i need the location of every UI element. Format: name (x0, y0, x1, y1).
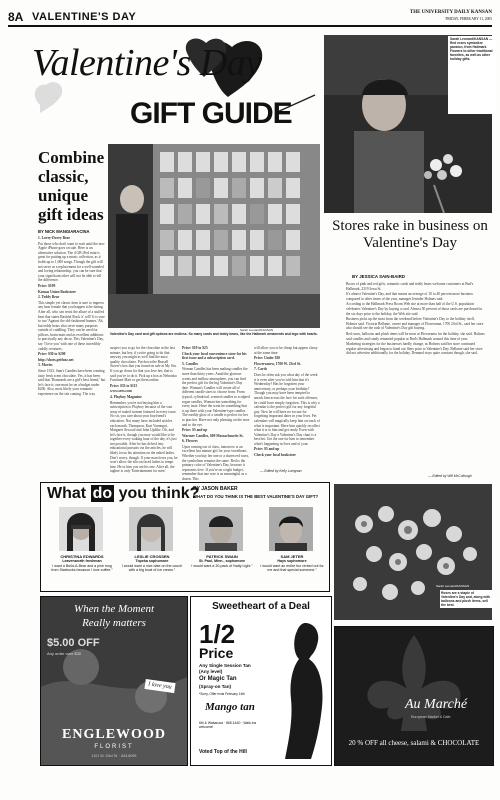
englewood-sub: FLORIST (94, 744, 134, 750)
sweetheart-price-word: Price (199, 645, 234, 661)
poll-name: LESLIE CROSSEN (134, 554, 170, 559)
col1-p3: Price: $199 (38, 283, 56, 288)
englewood-title-2: Really matters (82, 617, 146, 629)
poll-info: Topeka sophomore (135, 559, 169, 563)
issue-date: FRIDAY, FEBRUARY 11, 2005 (445, 17, 492, 21)
col3-p3: 5. Candles (182, 361, 198, 366)
col2-p2: Price: $33 to $115 (110, 383, 138, 388)
silhouette-illustration (275, 619, 331, 759)
poll-question: WHAT DO YOU THINK IS THE BEST VALENTINE'S DAY GIFT? (193, 494, 319, 499)
combine-article-col3 (182, 346, 250, 482)
section-name: VALENTINE'S DAY (32, 11, 137, 23)
florist-photo-caption: Sarah Leonard/KANSAN — Red roses symbolize passion, from Hallmark Flowers to other traditional favorites, as well as other holiday gifts. (448, 36, 496, 114)
stores-article-headline: Stores rake in business on Valentine's Day (332, 218, 488, 251)
col4-p5: Does he often ask you what day of the week it is even after you've told him that it's Wednesday? Has he forgotten your anniversary, or perhaps your birthday? Though you may have been tempted to smack him across the face for such offenses, he could have simply forgotten. This is why a calendar is the perfect gift for any forgetful guy. Now he will have no excuse for forgetting important dates in your lives. Pet calendars will magically keep him on track of what is important. Have him quickly recollect what it is to him and get ready. Even with Valentine's Day a Valentine's Day chart is a best bet. Get the one for him to remember what's happening in lives and of your. (254, 372, 320, 446)
col4-p2: Price: Under $20 (254, 356, 281, 361)
poll-quote: I would want a nice date on the couch with a big bowl of ice cream." (121, 564, 183, 573)
englewood-love-sign: I love you (144, 679, 175, 693)
col3-p6: Warmer Candles, 609 Massachusetts St. (182, 433, 244, 438)
combine-article-byline: BY NICK MANGIARACINA (38, 229, 90, 234)
masthead-gift-guide: GIFT GUIDE (130, 97, 292, 130)
englewood-ad (40, 596, 188, 766)
col1-p4: Kansas Union Bookstore (38, 289, 76, 294)
poll-heading (47, 485, 199, 503)
sweetheart-title: Sweetheart of a Deal (212, 601, 310, 612)
col1-p10: Since 1923, Sam's Candies have been creating tasty fresh scent chocolate. Yes, it has been said that 'Diamonds are a girl's best friend,' but let's face it: one must be on a budget under $200. Also, most likely your romantic experience on the site coming. The way (38, 369, 106, 396)
avatar (59, 507, 103, 551)
col4-p6: Price: $5 and up (254, 447, 280, 452)
combine-article-col2 (110, 346, 178, 476)
col3-p2: Check your local convenience store for his first issue and a subscription card. (182, 351, 247, 361)
page-header (8, 10, 492, 24)
col3-p5: Price: $5 and up (182, 428, 208, 433)
sweetheart-footer: Voted Top of the Hill (199, 749, 247, 755)
col1-p1: 1. Lovey-Dovey Bear (38, 236, 71, 240)
avatar (199, 507, 243, 551)
card-store-photo (108, 144, 320, 328)
englewood-title-1: When the Moment (73, 603, 155, 615)
col1-p6: This simple yet classic item is sure to impress any bear female that you happen to be dating. After all, who can resist the allure of a stuffed bear that states Bashful Rock 'n' roll? It is sure to cue 'Against the old-fashioned banner.' Ah, but teddy bears also serve many purposes outside of cuddling. They can be used for pillows, brain mats and as excellent additions to practically any decor. This Valentine's Day, say 'I love you' with one of these incredibly cuddly creatures. (38, 300, 105, 351)
poll-quote: I would want a 30-pack of Natty Light." (191, 564, 253, 568)
store-photo-caption: Valentine's Day card and gift options are endless. So many cards and teddy bears, like the Hallmark ornaments and lego with hearts. (110, 332, 318, 336)
stores-p6: Marketing strategies for the businesses hardly change, as Holmes said her store continued regular advertising and began to hand out fliers prior to Valentine's Day. Bellante said her store did not advertise additionally for the holiday. Demand stays quite constant though, she said. (346, 342, 483, 356)
col4-p4: 7. Cards (254, 367, 267, 372)
col2-p4: 4. Playboy Magazine (110, 394, 142, 399)
sweetheart-line4: (Spray-on Tan) (199, 684, 232, 689)
col1-p9: 3. Movies (38, 363, 53, 368)
col3-p4: Woman Candles has been making candles the more than thirty years. Amid the glorious scents and mellow atmosphere, you can find the perfect gift for the big Valentine's Day date. Woman's Candles will create all of different candle sizes to choose from. From typical, cylindrical, scented candles to sculpted rogue candles, Woman has something for every taste. Have the scent be something that is up there with your Valentine-type candles. The earthly glow of a candle is perfect for her to practice. Have not only pleasing on the nose and to the eye. (182, 367, 250, 427)
col2-p1: suspect you to go for the chocolate at the last minute, but hey, if you're going to do that anyway you might as well find the most quality chocolates. Put down the Russell Stover's box that you found on sale at My Sin. If you go down for that you love her, that is said you've to do it. Pick up a box at Nebraska Furniture Mart or get them online. (110, 346, 177, 383)
col1-p5: 2. Teddy Bear (38, 295, 60, 300)
poll-quote: I would want an entire fun rented out for me and that special someone." (260, 564, 324, 573)
poll-person-1 (49, 507, 115, 589)
englewood-name: ENGLEWOOD (62, 727, 166, 742)
poll-info: St. Paul, Minn., sophomore (198, 559, 246, 563)
englewood-offer: Any order over $30 (47, 651, 82, 656)
poll-name: SAM JETER (280, 554, 304, 559)
sweetheart-fraction: 1/2 (199, 619, 236, 649)
header-rule (8, 25, 492, 27)
col1-p8: http://shoes.petfuzz.net (38, 357, 74, 362)
poll-person-4 (259, 507, 325, 589)
sweetheart-line2: (Any level) (199, 669, 223, 674)
masthead-script-title: Valentine's Day (32, 42, 262, 84)
paper-name: THE UNIVERSITY DAILY KANSAN (409, 10, 492, 15)
poll-heading-think: you think? (118, 485, 200, 502)
sweetheart-line1: Any Single Session Tan (199, 663, 251, 668)
stores-p4: Business picks up the most from the weekend before Valentine's Day to the holiday itself, Holmes said. Victoria Bellante, owner and manager of Flowerama, 1700 23rd St., said her store also should see the rush of Valentine's Day gift buying. (346, 317, 484, 331)
stores-p1: Boxes of pink and red gifts, romantic cards and teddy bears welcome customers at Bud's Hallmark, 2319 Iowa St. (346, 282, 474, 291)
poll-person-2 (119, 507, 185, 589)
stores-p2: It's almost Valentine's Day, and that means an average of 10 to 40 percent more business compared to other times of the year, manager Jennifer Holmes said. (346, 292, 473, 301)
poll-heading-what: What (47, 485, 87, 502)
col3-p7: 6. Flowers (182, 439, 198, 444)
col2-p3: www.sees.com (110, 389, 132, 394)
au-marche-name: Au Marché (405, 697, 468, 712)
sweetheart-fine: *Sorry, Offer ends February 14th (199, 692, 245, 696)
store-photo-credit: Sarah Leonard/KANSAN (240, 328, 274, 332)
roses-photo-caption: Roses are a staple of Valentine's Day and, along with balloons and plush items, sell the best. (440, 590, 492, 608)
col4-p3: Flowersanew, 1700 W. 23rd St. (254, 361, 302, 366)
stores-edited-by: — Edited by Will McCullough (428, 474, 472, 478)
poll-info: Leavenworth freshman (62, 559, 102, 563)
poll-byline: BY JASON BAKER (193, 486, 238, 492)
avatar (269, 507, 313, 551)
poll-heading-do: do (92, 485, 113, 502)
col3-p1: Price: $19 to $25 (182, 346, 208, 350)
combine-article-col1 (38, 236, 106, 476)
combine-article-col4 (254, 346, 320, 468)
stores-p5: Red roses, balloons and plush items will be most at Flowerama for the holiday, she said. Holmes said candles and candy remained popular at Bud's Hallmark around this time of year. (346, 331, 485, 341)
combine-article-headline: Combine classic, unique gift ideas (38, 148, 105, 224)
englewood-address: 1101 W. 23rd St. · 843-8099 (91, 754, 137, 758)
poll-name: PATRICK SWAIN (206, 554, 238, 559)
roses-photo-credit: Sarah Leonard/KANSAN (436, 584, 470, 588)
col2-p5: Remember, you're not buying him a subscription to Playboy because of the vast array of naked women featured in every issue. No sir, you care about your boyfriend's education. Not many have included articles each month. Thompson, Kurt Vonnegut, Margaret Atwood and John Updike. Oh, and let's face it, though you may would like to be together every waking hour of the day, it's just not possible. After he has delved into educational pursuits via the articles, he will likely focus his attention on the naked ladies. Don't worry, though. If your man loves you, he won't allow the silicon faced ladies to tempt him. He or him you are his one. After all, the tagline is only 'Entertainment for men.' (110, 400, 178, 474)
au-marche-offer: 20 % OFF all cheese, salami & CHOCOLATE (348, 739, 480, 747)
sweetheart-contact: 6th & Wakarusa · 865-1640 · Walk-ins welcome! (199, 721, 257, 730)
col4-p7: Check your local bookstore (254, 453, 296, 458)
poll-name: CHRISTINA EDWARDS (60, 554, 104, 559)
stores-article-byline: BY JESSICA SAIN-BAIRD (352, 274, 405, 279)
col3-p8: Upon coming out of class, tomorrow is an excellent last minute gift for your sweetheart. Whether you buy her one or a dozen red roses, the symbolism remains the same. Red is the primary color of Valentine's Day, because it represents love. If you're on a tight budget, remember that one rose is as meaningful as a dozen. This (182, 444, 250, 482)
col1-p2: Put those who don't want to wait until the new Apple iPhone goes on sale. Here is an alternative solution. The 4 GB iPod mini is great for putting up a music collection, as it holds up to 1,000 songs. Though the gift will not serve as a replacement for a well-rounded and loving relationship, you can be sure that your significant other will not be able to tell the difference. (38, 241, 105, 283)
sweetheart-ad (190, 596, 332, 766)
englewood-price: $5.00 OFF (47, 637, 100, 649)
combine-edited-by: — Edited by Kelly Lucignan (260, 469, 302, 473)
poll-box (40, 482, 330, 592)
poll-quote: I want a Build-A-Bear and a pink mug from Starbucks because I love coffee." (51, 564, 113, 573)
au-marche-ad (334, 626, 494, 766)
au-marche-sub: European Market & Cafe (411, 715, 451, 719)
avatar (129, 507, 173, 551)
store-photo-image (108, 144, 320, 328)
mango-tan-logo: Mango tan (205, 701, 255, 713)
sweetheart-line3: Or Magic Tan (199, 676, 237, 682)
gift-guide-masthead (10, 35, 320, 147)
stores-p3: According to the Hallmark Press Room Web site at more than half of the U.S. population celebrates Valentine's Day by buying a card. Almost 50 percent of those cards are purchased in the six days prior to the holiday, the Web site said. (346, 302, 483, 316)
col4-p1: will allow you to be cheap but appear classy at the same time. (254, 346, 318, 355)
poll-person-3 (189, 507, 255, 589)
page-number: 8A (8, 10, 24, 24)
col1-p7: Price: $30 to $200 (38, 352, 66, 357)
stores-article-body (346, 282, 486, 472)
poll-info: Hays sophomore (277, 559, 307, 563)
